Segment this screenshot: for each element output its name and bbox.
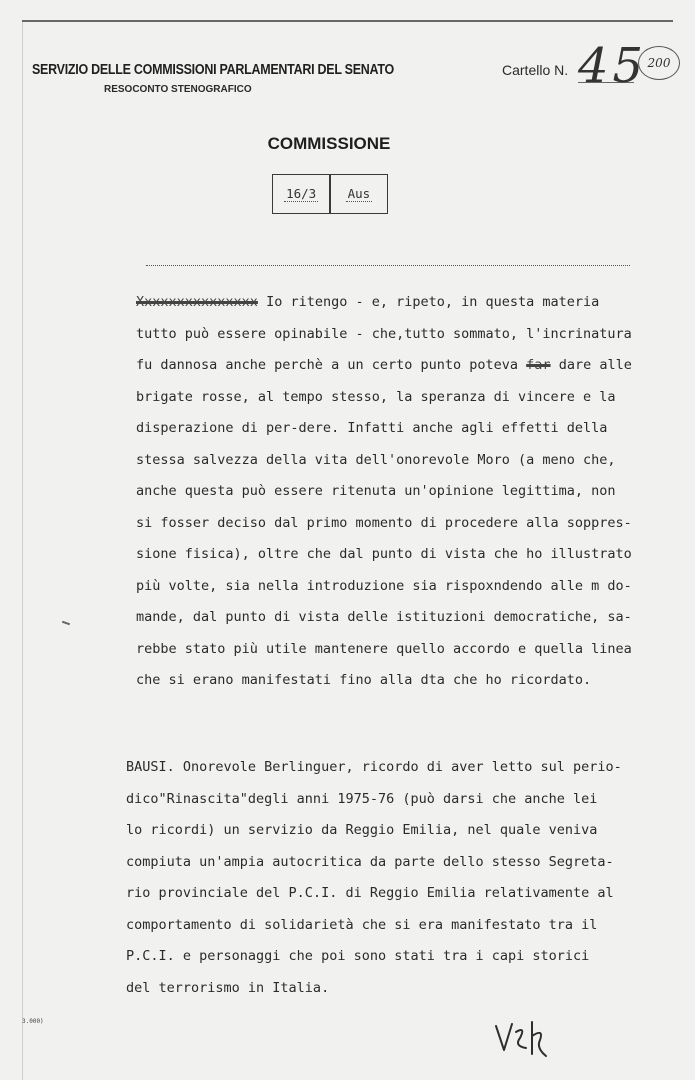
text-line: rio provinciale del P.C.I. di Reggio Emilia relativamente al bbox=[126, 885, 614, 901]
text-line: P.C.I. e personaggi che poi sono stati tra i capi storici bbox=[126, 948, 590, 964]
text-line: dico"Rinascita"degli anni 1975-76 (può darsi che anche lei bbox=[126, 790, 598, 807]
text-line: brigate rosse, al tempo stesso, la speranza di vincere e la bbox=[136, 388, 616, 405]
print-code: 3.000) bbox=[22, 1018, 44, 1025]
margin-mark bbox=[62, 621, 70, 626]
text-line: si fosser deciso dal primo momento di procedere alla soppres- bbox=[136, 514, 632, 531]
reference-box bbox=[272, 174, 388, 214]
reference-date: 16/3 bbox=[286, 186, 317, 201]
letterhead bbox=[32, 62, 453, 95]
text-line: stessa salvezza della vita dell'onorevole Moro (a meno che, bbox=[136, 451, 616, 468]
top-rule bbox=[22, 20, 673, 22]
text-line bbox=[136, 287, 656, 319]
left-edge bbox=[22, 22, 23, 1080]
text-line: più volte, sia nella introduzione sia rispoxndendo alle m do- bbox=[136, 577, 632, 594]
cartello-number: 45 bbox=[578, 38, 648, 94]
text-line: tutto può essere opinabile - che,tutto sommato, l'incrinatura bbox=[136, 325, 632, 342]
line-text: dare alle bbox=[558, 357, 632, 373]
text-line: del terrorismo in Italia. bbox=[126, 979, 330, 996]
document-type: RESOCONTO STENOGRAFICO bbox=[104, 84, 252, 95]
text-line: lo ricordi) un servizio da Reggio Emilia, nel quale veniva bbox=[126, 822, 598, 838]
text-line: compiuta un'ampia autocritica da parte dello stesso Segreta- bbox=[126, 853, 614, 870]
text-line: comportamento di solidarietà che si era manifestato tra il bbox=[126, 916, 598, 933]
reference-code-cell bbox=[331, 175, 387, 213]
handwritten-initials bbox=[492, 1018, 562, 1060]
paragraph-1 bbox=[136, 287, 656, 697]
struck-prefix: Xxxxxxxxxxxxxxx bbox=[136, 294, 258, 310]
text-line bbox=[136, 350, 656, 382]
organization-name: SERVIZIO DELLE COMMISSIONI PARLAMENTARI DEL SENATO bbox=[32, 62, 394, 78]
text-line: mande, dal punto di vista delle istituzioni democratiche, sa- bbox=[136, 609, 632, 625]
paragraph-2 bbox=[126, 752, 646, 1004]
page-title: COMMISSIONE bbox=[267, 134, 391, 153]
text-line: anche questa può essere ritenuta un'opinione legittima, non bbox=[136, 483, 616, 499]
reference-code: Aus bbox=[347, 186, 371, 201]
text-line: disperazione di per-dere. Infatti anche agli effetti della bbox=[136, 420, 608, 436]
text-line: rebbe stato più utile mantenere quello accordo e quella linea bbox=[136, 640, 632, 657]
dotted-separator bbox=[146, 265, 630, 266]
line-text: fu dannosa anche perchè a un certo punto poteva bbox=[136, 357, 519, 373]
text-line: BAUSI. Onorevole Berlinguer, ricordo di aver letto sul perio- bbox=[126, 759, 622, 775]
cartello-label: Cartello N. bbox=[502, 62, 569, 78]
text-line: sione fisica), oltre che dal punto di vista che ho illustrato bbox=[136, 546, 632, 562]
reference-date-cell bbox=[273, 175, 329, 213]
circled-page-number: 200 bbox=[638, 46, 680, 80]
line-text: Io ritengo - e, ripeto, in questa materia bbox=[266, 294, 600, 310]
text-line: che si erano manifestati fino alla dta che ho ricordato. bbox=[136, 672, 592, 688]
struck-word: far bbox=[526, 357, 551, 373]
